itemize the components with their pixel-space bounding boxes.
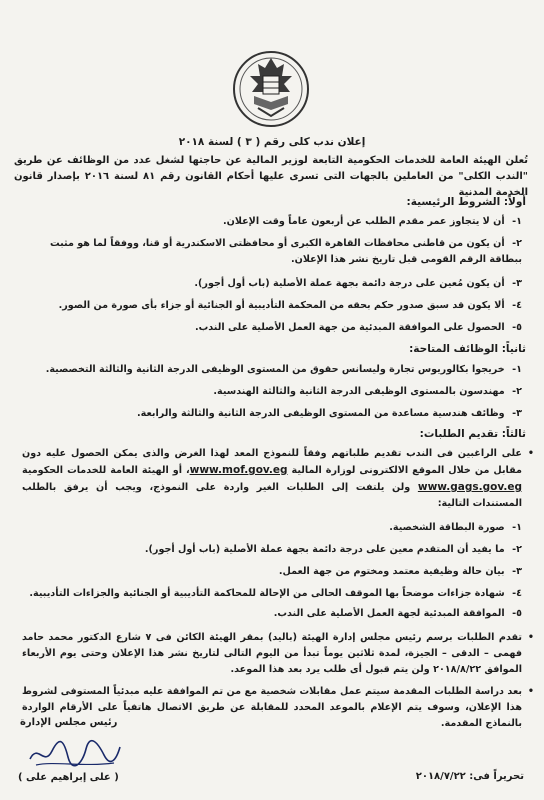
list-item: ٢- ما يفيد أن المتقدم معين على درجة دائمة بجهة عملة الأصلية (باب أول أجور).	[144, 544, 522, 555]
list-item: ٣- بيان حالة وظيفية معتمد ومختوم من جهة العمل.	[278, 566, 522, 577]
list-item: ٤- ألا يكون قد سبق صدور حكم بحقه من المحكمة التأديبية أو الجنائية أو جزاء بأى صورة من الصور.	[58, 300, 522, 311]
interview-note: • بعد دراسة الطلبات المقدمة سيتم عمل مقابلات شخصية مع من تم الموافقة عليه مبدئياً المستوفى لشروط هذا الإعلان، وسوف يتم الإعلام بالموعد المحدد للمقابلة عن طريق الاتصال هاتفياً على الأرقام الواردة بالنماذج المقدمة.	[22, 684, 522, 732]
government-emblem-logo	[232, 44, 310, 134]
section3-heading: ثالثاً: تقديم الطلبات:	[419, 428, 526, 440]
list-item: ٢- مهندسون بالمستوى الوظيفى الدرجة الثانية والثالثة الهندسية.	[213, 386, 522, 397]
list-item: ١- خريجوا بكالوريوس تجارة وليسانس حقوق من المستوى الوظيفى الدرجة الثانية والثالثة التخصصية.	[45, 364, 522, 375]
chairman-title: رئيس مجلس الإدارة	[20, 717, 118, 728]
submission-note: • تقدم الطلبات برسم رئيس مجلس إدارة الهيئة (باليد) بمقر الهيئة الكائن فى ٧ شارع الدكتور محمد حامد فهمى – الدقى – الجيزة، لمدة ثلاثين يوماً تبدأ من اليوم التالى لتاريخ نشر هذا الإعلان وحتى يوم الأربعاء الموافق ٢٠١٨/٨/٢٢ ولن يتم قبول أى طلب يرد بعد هذا الموعد.	[22, 630, 522, 678]
list-item: ٣- وظائف هندسية مساعدة من المستوى الوظيفى الدرجة الثانية والثالثة والرابعة.	[137, 408, 522, 419]
gags-website-link[interactable]: www.gags.gov.eg	[417, 481, 522, 493]
mof-website-link[interactable]: www.mof.gov.eg	[189, 464, 288, 476]
intro-paragraph: تُعلن الهيئة العامة للخدمات الحكومية التابعة لوزير المالية عن حاجتها لشغل عدد من الوظائف عن طريق "الندب الكلى" من العاملين بالجهات التى تسرى عليها أحكام القانون رقم ٨١ لسنة ٢٠١٦ بإصدار قانون الخدمة المدنية	[14, 155, 528, 198]
announcement-title: إعلان ندب كلى رقم ( ٣ ) لسنة ٢٠١٨	[178, 136, 366, 148]
list-item: ٤- شهادة جزاءات موضحاً بها الموقف الحالى من الإحالة للمحاكمة التأديبية أو الجنائية والجزاءات التأديبية.	[29, 588, 522, 599]
list-item: ١- أن لا يتجاوز عمر مقدم الطلب عن أربعون عاماً وقت الإعلان.	[223, 216, 522, 227]
section2-heading: ثانياً: الوظائف المتاحة:	[409, 343, 526, 355]
handwritten-signature	[24, 737, 124, 771]
list-item: ١- صورة البطاقة الشخصية.	[389, 522, 522, 533]
issue-date: تحريراً فى: ٢٠١٨/٧/٢٢	[415, 771, 524, 782]
list-item: ٢- أن يكون من قاطنى محافظات القاهرة الكبرى أو محافظتى الاسكندرية أو قنا، ووفقاً لما هو مثبت ببطاقة الرقم القومى قبل تاريخ نشر هذا الإعلان.	[49, 238, 522, 265]
apply-paragraph: • على الراغبين فى الندب تقديم طلباتهم وفقاً للنموذج المعد لهذا الغرض والذى يمكن الحصول عليه دون مقابل من خلال الموقع الالكترونى لوزارة المالية www.mof.gov.eg، أو الهيئة العامة للخدمات الحكومية www.gags.gov.eg ولن يلتفت إلى الطلبات الغير واردة على النموذج، ويجب أن يرفق بالطلب المستندات التالية:	[22, 446, 522, 512]
list-item: ٥- الموافقة المبدئية لجهة العمل الأصلية على الندب.	[273, 608, 522, 619]
signer-name: ( على إبراهيم على )	[18, 772, 119, 783]
section1-heading: أولاً: الشروط الرئيسية:	[406, 196, 526, 208]
list-item: ٥- الحصول على الموافقة المبدئية من جهة العمل الأصلية على الندب.	[194, 322, 522, 333]
list-item: ٣- أن يكون مُعين على درجة دائمة بجهة عملة الأصلية (باب أول أجور).	[194, 278, 522, 289]
